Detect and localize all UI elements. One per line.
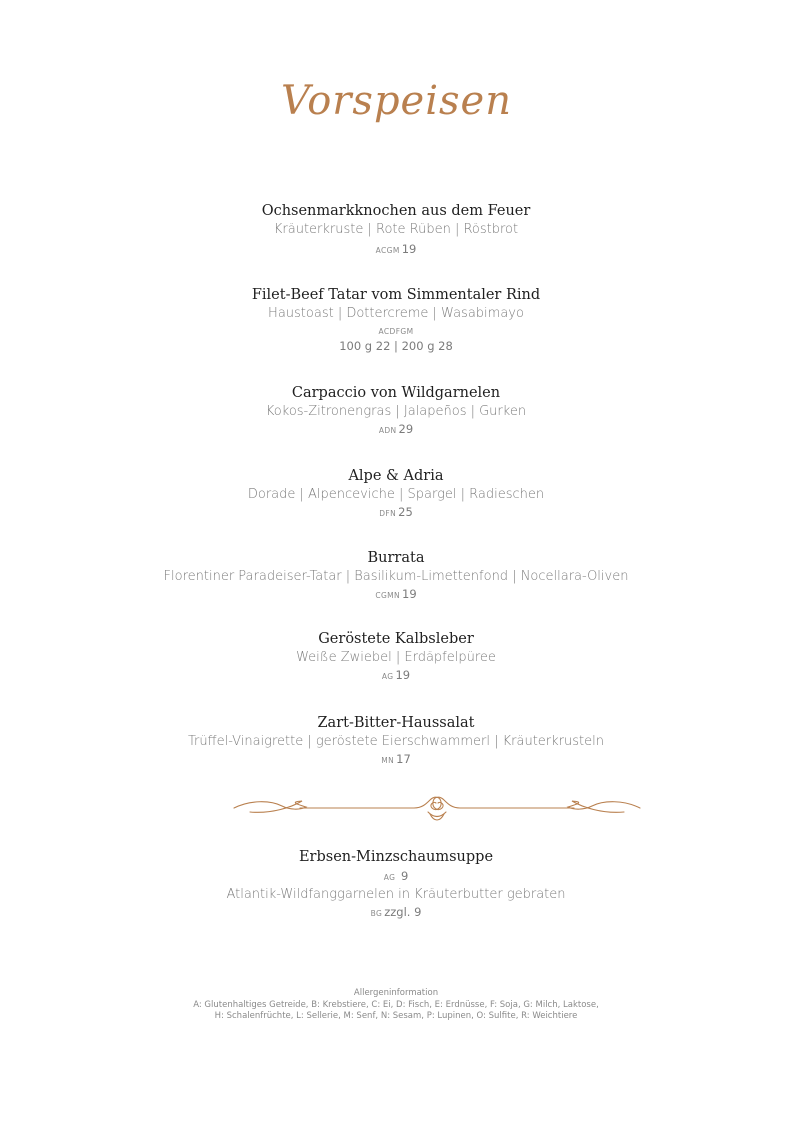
menu-item-price-line — [0, 241, 793, 259]
menu-item-price: 25 — [398, 505, 413, 519]
allergen-codes: BG — [370, 909, 383, 918]
allergen-codes: ACDFGM — [378, 327, 414, 336]
menu-item-price: 100 g 22 | 200 g 28 — [339, 339, 453, 353]
menu-item-price: 19 — [401, 242, 417, 256]
menu-item-description: Florentiner Paradeiser-Tatar | Basilikum-Limettenfond | Nocellara-Oliven — [163, 569, 629, 584]
menu-item-extra-description: Atlantik-Wildfanggarnelen in Kräuterbutter gebraten — [226, 887, 566, 902]
menu-item-price: 17 — [396, 752, 411, 766]
allergen-heading: Allergeninformation — [353, 988, 439, 998]
menu-item-description: Kokos-Zitronengras | Jalapeños | Gurken — [265, 404, 527, 419]
menu-item-price: 29 — [398, 422, 414, 436]
menu-item-price-line — [0, 421, 793, 439]
menu-item-price-line — [0, 751, 793, 769]
menu-item — [0, 630, 793, 685]
menu-item-extra-price-line — [0, 904, 793, 922]
menu-item-description: Trüffel-Vinaigrette | geröstete Eierschwammerl | Kräuterkrusteln — [188, 734, 604, 749]
menu-item-description: Dorade | Alpenceviche | Spargel | Radieschen — [247, 487, 545, 502]
allergen-codes: DFN — [379, 509, 397, 518]
menu-item-name: Geröstete Kalbsleber — [318, 631, 474, 647]
menu-item — [0, 286, 793, 354]
allergen-codes: MN — [381, 756, 395, 765]
allergen-information — [0, 988, 793, 1023]
menu-item-price-line — [0, 504, 793, 522]
menu-item-soup — [0, 848, 793, 922]
menu-item-extra-price: zzgl. 9 — [384, 905, 422, 919]
allergen-codes: ACGM — [375, 246, 400, 255]
menu-item-name: Zart-Bitter-Haussalat — [317, 715, 475, 731]
allergen-legend-line: A: Glutenhaltiges Getreide, B: Krebstiere, C: Ei, D: Fisch, E: Erdnüsse, F: Soja, G: Milch, Laktose, — [193, 999, 599, 1010]
menu-item-name: Alpe & Adria — [348, 468, 444, 484]
menu-item — [0, 467, 793, 522]
menu-item-price: 19 — [395, 668, 411, 682]
menu-item-name: Filet-Beef Tatar vom Simmentaler Rind — [251, 287, 541, 303]
ornamental-scroll-divider-icon — [230, 790, 644, 826]
menu-item-price: 9 — [400, 869, 409, 883]
menu-item-name: Ochsenmarkknochen aus dem Feuer — [261, 203, 531, 219]
page-title: Vorspeisen — [281, 78, 512, 124]
menu-item-description: Kräuterkruste | Rote Rüben | Röstbrot — [273, 222, 519, 237]
menu-item-name: Burrata — [367, 550, 425, 566]
menu-item-name: Carpaccio von Wildgarnelen — [291, 385, 501, 401]
menu-item-description: Haustoast | Dottercreme | Wasabimayo — [268, 306, 524, 321]
allergen-codes: AG — [381, 672, 394, 681]
menu-item-description: Weiße Zwiebel | Erdäpfelpüree — [296, 650, 496, 665]
menu-item — [0, 549, 793, 604]
menu-item-name: Erbsen-Minzschaumsuppe — [298, 849, 494, 865]
menu-item — [0, 202, 793, 259]
menu-item — [0, 384, 793, 439]
allergen-codes: AG — [383, 873, 396, 882]
menu-item-price-line — [0, 586, 793, 604]
menu-item-price-line — [0, 667, 793, 685]
allergen-legend-line: H: Schalenfrüchte, L: Sellerie, M: Senf, N: Sesam, P: Lupinen, O: Sulfite, R: Weichtiere — [214, 1011, 578, 1021]
menu-item — [0, 714, 793, 769]
menu-item-price: 19 — [402, 587, 417, 601]
allergen-codes: ADN — [378, 426, 397, 435]
menu-item-price-line — [0, 868, 793, 886]
allergen-codes: CGMN — [375, 591, 401, 600]
